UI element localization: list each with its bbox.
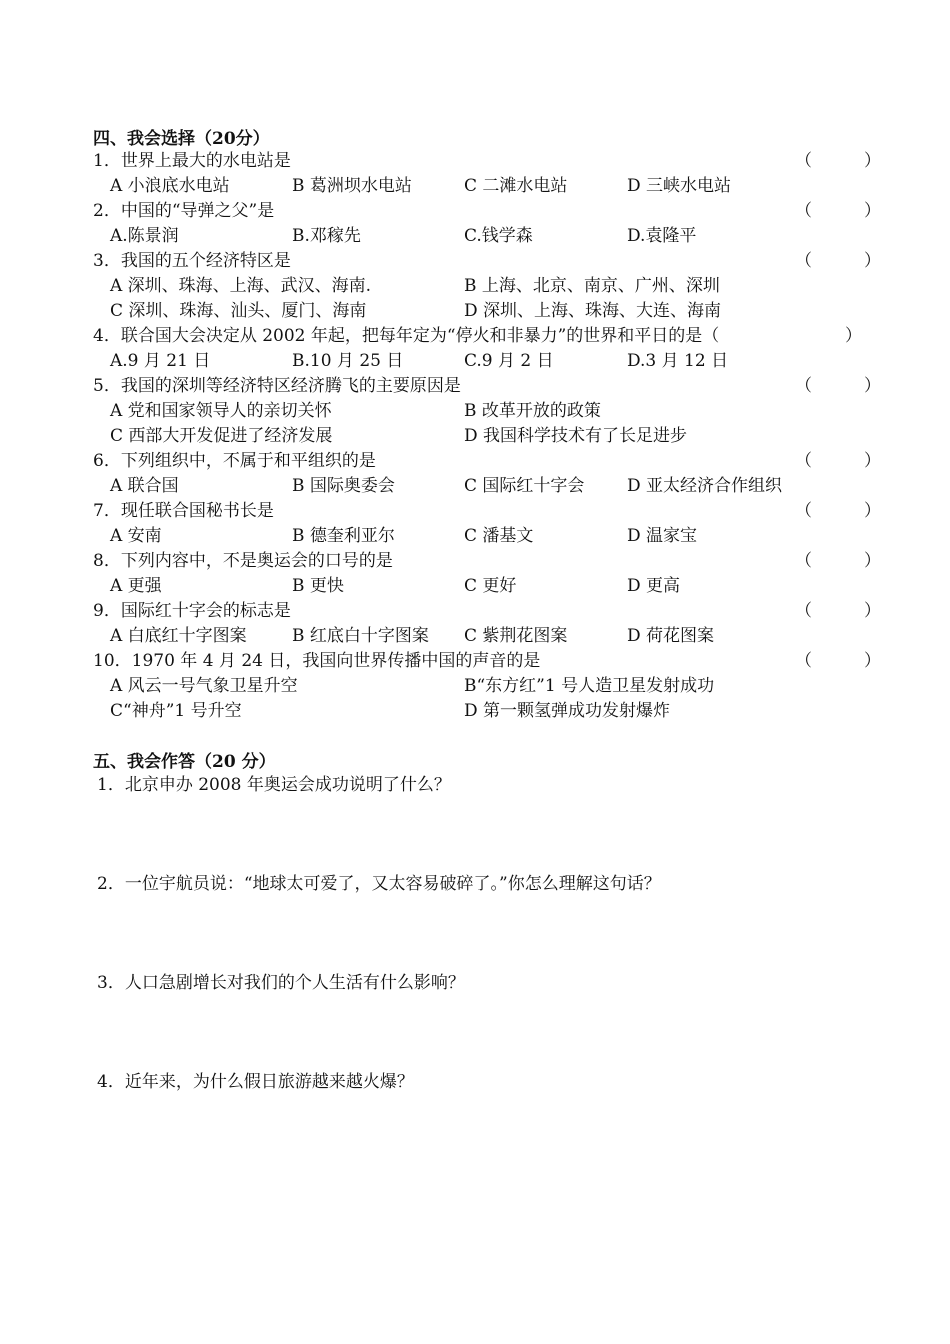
option-3a: A 深圳、珠海、上海、武汉、海南. — [110, 276, 372, 296]
option-6b: B 国际奥委会 — [292, 476, 395, 496]
option-1a: A 小浪底水电站 — [110, 176, 230, 196]
essay-question-1: 1．北京申办 2008 年奥运会成功说明了什么？ — [97, 775, 451, 795]
option-6d: D 亚太经济合作组织 — [627, 476, 783, 496]
essay-question-2: 2．一位宇航员说：“地球太可爱了，又太容易破碎了。”你怎么理解这句话？ — [97, 874, 661, 894]
option-3c: C 深圳、珠海、汕头、厦门、海南 — [110, 301, 367, 321]
question-1: 1．世界上最大的水电站是 — [93, 151, 291, 171]
option-2d: D.袁隆平 — [627, 226, 697, 246]
answer-bracket-4-close[interactable]: ） — [845, 326, 862, 346]
answer-bracket-3[interactable]: （ ） — [795, 251, 881, 271]
option-7a: A 安南 — [110, 526, 162, 546]
option-9d: D 荷花图案 — [627, 626, 715, 646]
option-8a: A 更强 — [110, 576, 162, 596]
question-7: 7．现任联合国秘书长是 — [93, 501, 274, 521]
question-2: 2．中国的“导弹之父”是 — [93, 201, 275, 221]
section-4-title: 四、我会选择（20分） — [93, 129, 270, 149]
essay-question-3: 3．人口急剧增长对我们的个人生活有什么影响？ — [97, 973, 465, 993]
answer-bracket-2[interactable]: （ ） — [795, 201, 881, 221]
question-5: 5．我国的深圳等经济特区经济腾飞的主要原因是 — [93, 376, 461, 396]
option-4a: A.9 月 21 日 — [110, 351, 211, 371]
section-5-title: 五、我会作答（20 分） — [93, 752, 276, 772]
answer-bracket-6[interactable]: （ ） — [795, 451, 881, 471]
answer-bracket-10[interactable]: （ ） — [795, 651, 881, 671]
option-2a: A.陈景润 — [110, 226, 179, 246]
option-6a: A 联合国 — [110, 476, 179, 496]
option-5b: B 改革开放的政策 — [464, 401, 601, 421]
question-6: 6．下列组织中，不属于和平组织的是 — [93, 451, 376, 471]
option-10d: D 第一颗氢弹成功发射爆炸 — [464, 701, 671, 721]
question-4: 4．联合国大会决定从 2002 年起，把每年定为“停火和非暴力”的世界和平日的是（ — [93, 326, 720, 346]
option-7b: B 德奎利亚尔 — [292, 526, 395, 546]
option-10a: A 风云一号气象卫星升空 — [110, 676, 298, 696]
option-8b: B 更快 — [292, 576, 344, 596]
option-5c: C 西部大开发促进了经济发展 — [110, 426, 333, 446]
option-1b: B 葛洲坝水电站 — [292, 176, 412, 196]
option-9c: C 紫荆花图案 — [464, 626, 568, 646]
option-1d: D 三峡水电站 — [627, 176, 732, 196]
answer-bracket-7[interactable]: （ ） — [795, 501, 881, 521]
option-5d: D 我国科学技术有了长足进步 — [464, 426, 688, 446]
option-9a: A 白底红十字图案 — [110, 626, 247, 646]
essay-question-4: 4．近年来，为什么假日旅游越来越火爆？ — [97, 1072, 414, 1092]
option-2c: C.钱学森 — [464, 226, 533, 246]
option-10b: B“东方红”1 号人造卫星发射成功 — [464, 676, 715, 696]
question-8: 8．下列内容中，不是奥运会的口号的是 — [93, 551, 393, 571]
question-9: 9．国际红十字会的标志是 — [93, 601, 291, 621]
question-10: 10．1970 年 4 月 24 日，我国向世界传播中国的声音的是 — [93, 651, 541, 671]
option-3d: D 深圳、上海、珠海、大连、海南 — [464, 301, 722, 321]
option-4d: D.3 月 12 日 — [627, 351, 729, 371]
answer-bracket-8[interactable]: （ ） — [795, 551, 881, 571]
option-9b: B 红底白十字图案 — [292, 626, 429, 646]
option-5a: A 党和国家领导人的亲切关怀 — [110, 401, 332, 421]
answer-bracket-9[interactable]: （ ） — [795, 601, 881, 621]
option-10c: C“神舟”1 号升空 — [110, 701, 242, 721]
option-8c: C 更好 — [464, 576, 517, 596]
option-4b: B.10 月 25 日 — [292, 351, 404, 371]
option-2b: B.邓稼先 — [292, 226, 361, 246]
answer-bracket-5[interactable]: （ ） — [795, 376, 881, 396]
answer-bracket-1[interactable]: （ ） — [795, 151, 881, 171]
option-1c: C 二滩水电站 — [464, 176, 568, 196]
option-7c: C 潘基文 — [464, 526, 534, 546]
option-4c: C.9 月 2 日 — [464, 351, 554, 371]
option-8d: D 更高 — [627, 576, 681, 596]
question-3: 3．我国的五个经济特区是 — [93, 251, 291, 271]
option-6c: C 国际红十字会 — [464, 476, 585, 496]
option-3b: B 上海、北京、南京、广州、深圳 — [464, 276, 720, 296]
option-7d: D 温家宝 — [627, 526, 698, 546]
